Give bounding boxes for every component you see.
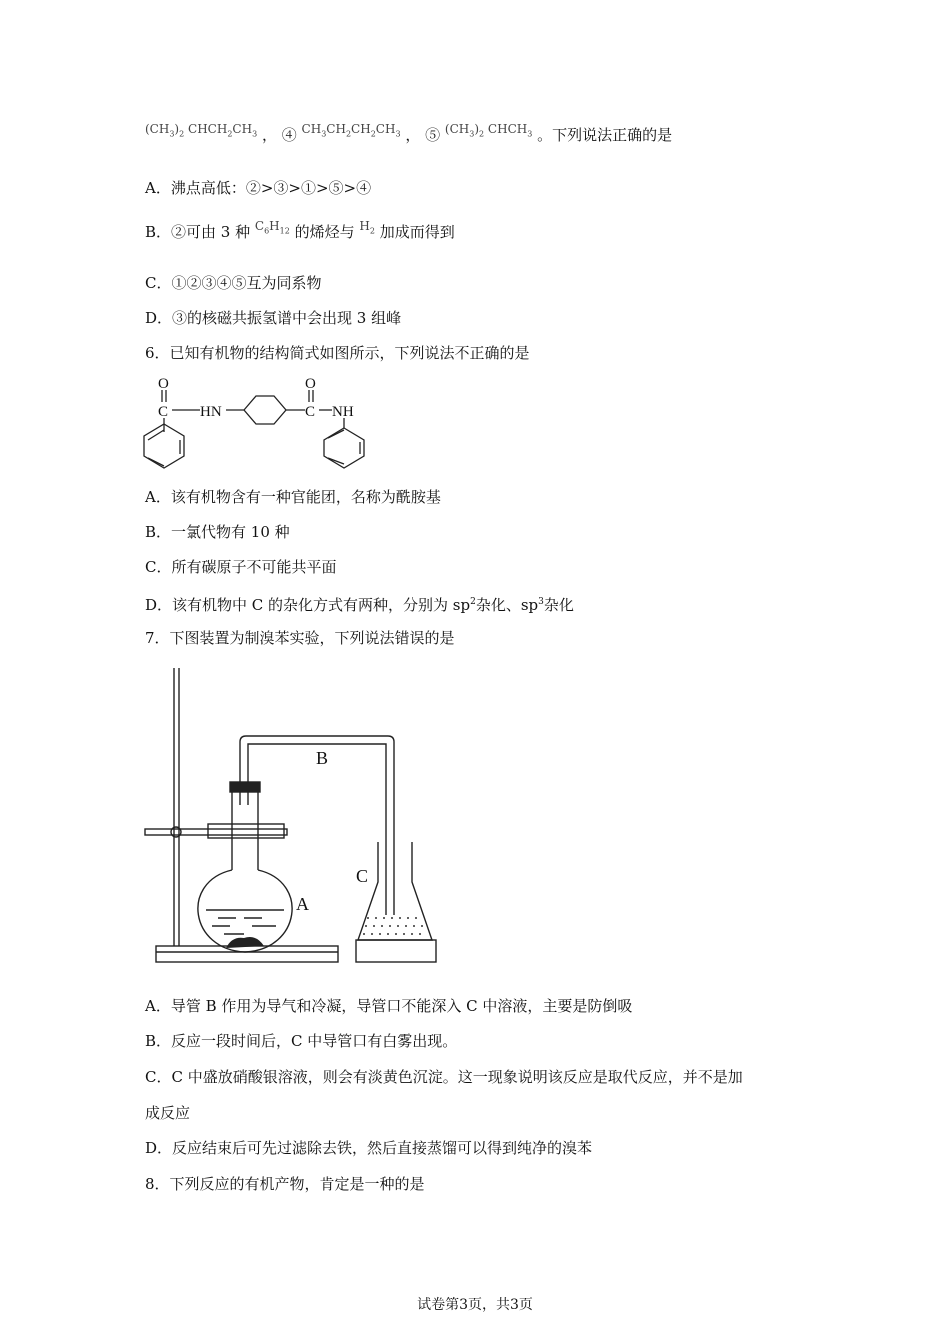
cyclohexane-ring xyxy=(244,396,286,424)
page-footer: 试卷第3页，共3页 xyxy=(417,1297,533,1313)
q5-option-c: C．①②③④⑤互为同系物 xyxy=(145,274,322,292)
clamp-arm xyxy=(145,829,287,835)
q7-option-c-line2: 成反应 xyxy=(145,1104,191,1122)
q7-option-b: B．反应一段时间后，C 中导管口有白雾出现。 xyxy=(145,1032,458,1050)
q7-apparatus-diagram xyxy=(140,660,450,970)
conical-flask xyxy=(358,842,432,940)
q6-option-c: C．所有碳原子不可能共平面 xyxy=(145,558,337,576)
q5-stem: 。下列说法正确的是 xyxy=(537,126,673,144)
benzene-ring-right xyxy=(324,428,364,468)
label-b: B xyxy=(316,748,329,768)
q6-option-d-post: 杂化 xyxy=(543,596,574,614)
q6-option-b: B．一氯代物有 10 种 xyxy=(145,523,290,541)
atom-o-left: O xyxy=(158,376,169,392)
solution-dots xyxy=(363,917,423,935)
formula-h2: H2 xyxy=(359,219,375,236)
formula-c6h12: C6H12 xyxy=(254,219,290,236)
aromatic-bond-right xyxy=(328,430,344,438)
q5-option-b-mid: 的烯烃与 xyxy=(294,223,355,241)
separator: ， xyxy=(405,126,421,144)
label-c: C xyxy=(356,866,369,886)
q5-option-a: A．沸点高低：②>③>①>⑤>④ xyxy=(145,179,372,197)
q7-option-d: D．反应结束后可先过滤除去铁，然后直接蒸馏可以得到纯净的溴苯 xyxy=(145,1139,593,1157)
clamp-jaw xyxy=(208,824,284,838)
superscript-2: 2 xyxy=(470,597,476,607)
label-a: A xyxy=(296,894,309,914)
q6-stem: 6．已知有机物的结构简式如图所示，下列说法不正确的是 xyxy=(145,344,530,362)
atom-o-right: O xyxy=(305,376,316,392)
q5-option-b xyxy=(145,219,455,248)
formula-5: (CH3)2 CHCH3 xyxy=(444,122,533,139)
item-number-5: ⑤ xyxy=(425,126,441,144)
superscript-3: 3 xyxy=(538,597,544,607)
q7-option-c-line1: C．C 中盛放硝酸银溶液，则会有淡黄色沉淀。这一现象说明该反应是取代反应，并不是加 xyxy=(145,1068,743,1086)
q6-option-d-pre: D．该有机物中 C 的杂化方式有两种，分别为 sp xyxy=(145,596,471,614)
q5-tail-line xyxy=(145,122,673,151)
stand-base xyxy=(156,946,338,962)
q8-stem: 8．下列反应的有机产物，肯定是一种的是 xyxy=(145,1175,425,1193)
q6-option-d xyxy=(145,592,574,615)
flask-stand xyxy=(356,940,436,962)
q6-option-a: A．该有机物含有一种官能团，名称为酰胺基 xyxy=(145,488,441,506)
separator: ， xyxy=(261,126,277,144)
item-number-4: ④ xyxy=(281,126,297,144)
atom-c-right: C xyxy=(305,404,316,420)
atom-c-left: C xyxy=(158,404,169,420)
q7-option-a: A．导管 B 作用为导气和冷凝，导管口不能深入 C 中溶液，主要是防倒吸 xyxy=(145,997,633,1015)
formula-4: CH3CH2CH2CH3 xyxy=(301,122,401,139)
rubber-stopper xyxy=(230,782,260,792)
group-nh: NH xyxy=(332,404,354,420)
q5-option-b-post: 加成而得到 xyxy=(379,223,455,241)
q6-structure-diagram xyxy=(140,372,380,472)
q6-option-d-mid: 杂化、sp xyxy=(475,596,539,614)
aromatic-bond-left-3 xyxy=(148,458,164,466)
formula-3: (CH3)2 CHCH2CH3 xyxy=(145,122,258,139)
group-hn: HN xyxy=(200,404,222,420)
q5-option-b-pre: B．②可由 3 种 xyxy=(145,223,251,241)
q7-stem: 7．下图装置为制溴苯实验，下列说法错误的是 xyxy=(145,629,455,647)
q5-option-d: D．③的核磁共振氢谱中会出现 3 组峰 xyxy=(145,309,402,327)
